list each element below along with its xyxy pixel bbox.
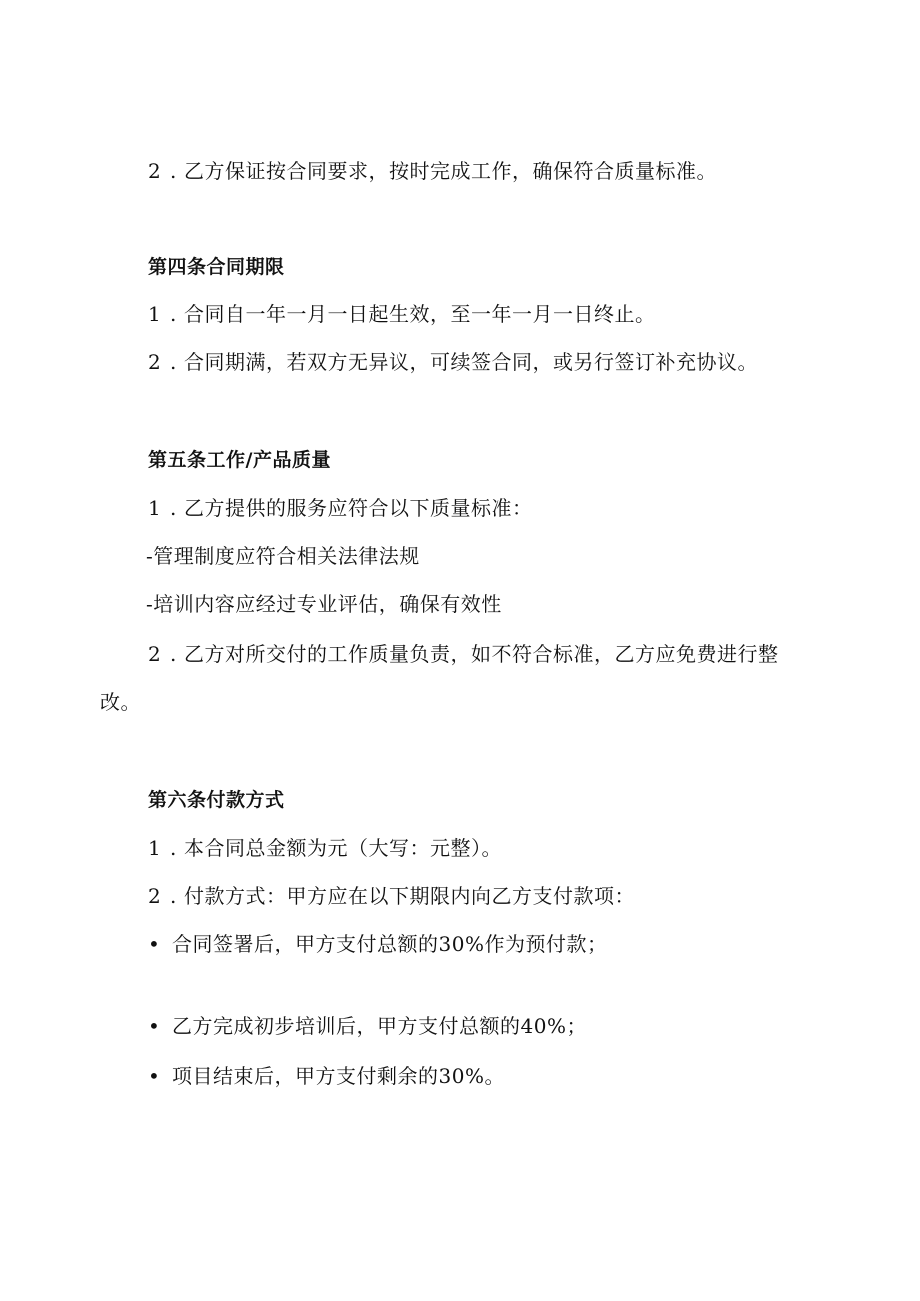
bullet-item (148, 1012, 587, 1040)
item-number: 1 (148, 302, 162, 326)
bullet-item (148, 1062, 505, 1090)
item-text: 合同期满，若双方无异议，可续签合同，或另行签订补充协议。 (184, 350, 758, 374)
item-number: 2 (148, 642, 162, 666)
item-text: 本合同总金额为元（大写：元整）。 (184, 836, 502, 860)
bullet-text: 乙方完成初步培训后，甲方支付总额的40%； (172, 1014, 587, 1038)
clause-item: 1 . 本合同总金额为元（大写：元整）。 (148, 836, 502, 860)
item-text-continuation: 改。 (100, 690, 141, 714)
item-number: 2 (148, 159, 162, 183)
clause-item: 1 . 乙方提供的服务应符合以下质量标准： (148, 496, 533, 520)
item-text: 付款方式：甲方应在以下期限内向乙方支付款项： (184, 884, 635, 908)
item-number: 2 (148, 350, 162, 374)
bullet-item (148, 930, 607, 958)
item-number: 1 (148, 836, 162, 860)
clause-item: 2 . 合同期满，若双方无异议，可续签合同，或另行签订补充协议。 (148, 350, 758, 374)
clause-item: 2 . 付款方式：甲方应在以下期限内向乙方支付款项： (148, 884, 635, 908)
clause-item: 1 . 合同自一年一月一日起生效，至一年一月一日终止。 (148, 302, 656, 326)
bullet-icon: • (148, 1064, 161, 1088)
bullet-text: 项目结束后，甲方支付剩余的30%。 (172, 1064, 505, 1088)
bullet-icon: • (148, 932, 161, 956)
item-number: 1 (148, 496, 162, 520)
item-text: 合同自一年一月一日起生效，至一年一月一日终止。 (184, 302, 656, 326)
item-text: 乙方对所交付的工作质量负责，如不符合标准，乙方应免费进行整 (184, 642, 779, 666)
item-number: 2 (148, 884, 162, 908)
clause-item: 2 . 乙方对所交付的工作质量负责，如不符合标准，乙方应免费进行整 (148, 642, 779, 666)
section-heading: 第四条合同期限 (148, 256, 285, 278)
item-text: 乙方提供的服务应符合以下质量标准： (184, 496, 533, 520)
bullet-icon: • (148, 1014, 161, 1038)
dash-item: -培训内容应经过专业评估，确保有效性 (146, 592, 502, 616)
section-heading: 第五条工作/产品质量 (148, 449, 331, 471)
item-text: 乙方保证按合同要求，按时完成工作，确保符合质量标准。 (184, 159, 717, 183)
section-heading: 第六条付款方式 (148, 789, 285, 811)
dash-item: -管理制度应符合相关法律法规 (146, 544, 420, 568)
bullet-text: 合同签署后，甲方支付总额的30%作为预付款； (172, 932, 608, 956)
clause-item: 2 . 乙方保证按合同要求，按时完成工作，确保符合质量标准。 (148, 159, 717, 183)
